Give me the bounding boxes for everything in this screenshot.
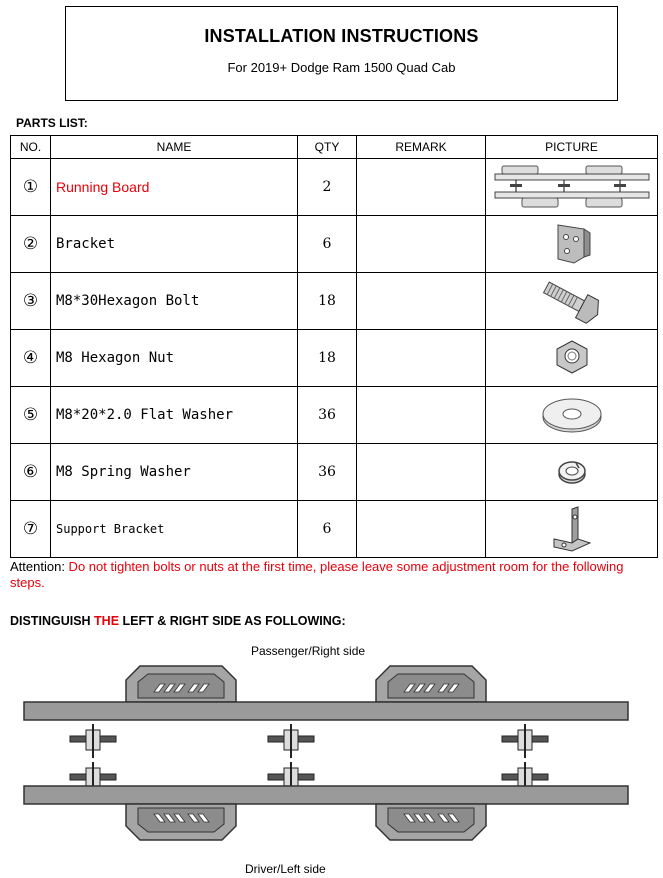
parts-table [10,135,658,558]
part-name: M8*20*2.0 Flat Washer [51,387,298,444]
table-row [11,444,658,501]
part-name: M8 Spring Washer [51,444,298,501]
row-number: ⑦ [11,501,51,558]
page-subtitle: For 2019+ Dodge Ram 1500 Quad Cab [227,60,456,75]
part-name: Running Board [51,159,298,216]
passenger-side-label: Passenger/Right side [251,644,366,658]
title-box [65,6,618,101]
col-header-picture: PICTURE [486,136,658,159]
part-qty: 18 [298,273,357,330]
distinguish-heading [10,614,346,628]
attention-note [10,559,650,591]
part-qty: 6 [298,501,357,558]
part-name: Support Bracket [51,501,298,558]
distinguish-part1: DISTINGUISH [10,614,95,628]
driver-side-label: Driver/Left side [245,862,326,876]
bracket-icon [552,221,592,267]
distinguish-part2: THE [94,614,120,628]
hexagon-nut-icon [552,338,592,378]
part-qty: 2 [298,159,357,216]
page-title: INSTALLATION INSTRUCTIONS [204,26,479,46]
col-header-remark: REMARK [357,136,486,159]
row-number: ① [11,159,51,216]
running-board-diagram [18,660,630,856]
part-picture [486,159,658,216]
hexagon-bolt-icon [539,276,605,326]
spring-washer-icon [554,454,590,490]
part-name: M8 Hexagon Nut [51,330,298,387]
part-picture [486,501,658,558]
table-header-row [11,136,658,159]
part-remark [357,273,486,330]
part-remark [357,330,486,387]
part-qty: 36 [298,444,357,501]
col-header-qty: QTY [298,136,357,159]
row-number: ② [11,216,51,273]
distinguish-part3: LEFT & RIGHT SIDE AS FOLLOWING: [119,614,346,628]
part-remark [357,387,486,444]
flat-washer-icon [540,395,604,435]
running-board-icon [494,164,650,210]
table-row [11,330,658,387]
support-bracket-icon [550,505,594,553]
part-name: M8*30Hexagon Bolt [51,273,298,330]
attention-text: Do not tighten bolts or nuts at the first time, please leave some adjustment room for the following steps. [10,559,624,590]
table-row [11,387,658,444]
row-number: ④ [11,330,51,387]
table-row [11,216,658,273]
table-row [11,273,658,330]
part-remark [357,501,486,558]
part-picture [486,330,658,387]
col-header-no: NO. [11,136,51,159]
part-picture [486,387,658,444]
part-qty: 18 [298,330,357,387]
part-name: Bracket [51,216,298,273]
table-row [11,501,658,558]
attention-label: Attention: [10,559,65,574]
part-remark [357,216,486,273]
part-picture [486,216,658,273]
col-header-name: NAME [51,136,298,159]
part-qty: 36 [298,387,357,444]
part-picture [486,273,658,330]
parts-list-label: PARTS LIST: [16,116,88,130]
part-qty: 6 [298,216,357,273]
part-picture [486,444,658,501]
row-number: ⑥ [11,444,51,501]
row-number: ③ [11,273,51,330]
row-number: ⑤ [11,387,51,444]
table-row [11,159,658,216]
part-remark [357,444,486,501]
part-remark [357,159,486,216]
